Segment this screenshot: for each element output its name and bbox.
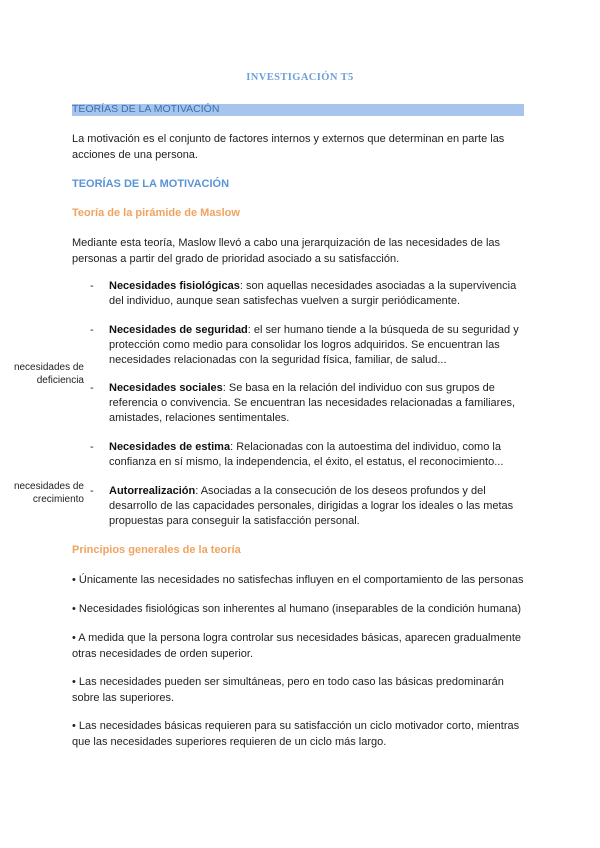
principles-heading: Principios generales de la teoría (72, 544, 241, 556)
item-term: Necesidades de seguridad (109, 324, 248, 336)
item-text: : Asociadas a la consecución de los deseos profundos y del desarrollo de las capacidades personales, dirigidas a lograr los ideales o las metas propuestas para conseguir la satisfacción personal. (109, 485, 514, 527)
document-title: INVESTIGACIÓN T5 (246, 72, 354, 83)
maslow-heading: Teoría de la pirámide de Maslow (72, 207, 240, 219)
list-item (90, 440, 530, 470)
principle-bullet: • Las necesidades básicas requieren para su satisfacción un ciclo motivador corto, mientras que las necesidades superiores requieren de un ciclo más largo. (72, 720, 520, 748)
intro-paragraph: La motivación es el conjunto de factores internos y externos que determinan en parte las acciones de una persona. (72, 133, 505, 161)
item-text: : Relacionadas con la autoestima del individuo, como la confianza en sí mismo, la independencia, el éxito, el estatus, el reconocimiento... (109, 441, 504, 468)
item-text: : Se basa en la relación del individuo con sus grupos de referencia o convivencia. Se encuentran las necesidades relacionadas a familiares, amistades, relaciones sentimentales. (109, 382, 516, 424)
list-item (90, 484, 530, 529)
item-term: Necesidades sociales (109, 382, 223, 394)
list-dash: - (90, 280, 94, 292)
principle-bullet: • Necesidades fisiológicas son inherentes al humano (inseparables de la condición humana) (72, 603, 522, 615)
item-text: : son aquellas necesidades asociadas a la supervivencia del individuo, aunque sean satisfechas vuelven a surgir periódicamente. (109, 280, 517, 307)
section-heading: TEORÍAS DE LA MOTIVACIÓN (72, 178, 230, 190)
list-dash: - (90, 485, 94, 497)
band-heading: TEORÍAS DE LA MOTIVACIÓN (72, 103, 220, 115)
list-dash: - (90, 441, 94, 453)
list-dash: - (90, 382, 94, 394)
list-item (90, 381, 530, 426)
list-dash: - (90, 324, 94, 336)
principle-bullet: • Las necesidades pueden ser simultáneas, pero en todo caso las básicas predominarán sobre las superiores. (72, 676, 504, 704)
item-term: Autorrealización (109, 485, 196, 497)
item-term: Necesidades fisiológicas (109, 280, 240, 292)
item-term: Necesidades de estima (109, 441, 231, 453)
maslow-intro: Mediante esta teoría, Maslow llevó a cabo una jerarquización de las necesidades de las personas a partir del grado de prioridad asociado a su satisfacción. (72, 237, 501, 265)
principle-bullet: • Únicamente las necesidades no satisfechas influyen en el comportamiento de las personas (72, 574, 524, 586)
margin-note-crecimiento: necesidades de crecimiento (13, 481, 84, 505)
list-item (90, 279, 530, 309)
item-text: : el ser humano tiende a la búsqueda de su seguridad y protección como medio para consolidar los logros adquiridos. Se encuentran las necesidades relacionadas con la seguridad física, familiar, de salud... (109, 324, 519, 366)
principle-bullet: • A medida que la persona logra controlar sus necesidades básicas, aparecen gradualmente otras necesidades de orden superior. (72, 632, 522, 660)
margin-note-deficiencia: necesidades de deficiencia (13, 362, 84, 386)
list-item (90, 323, 530, 368)
